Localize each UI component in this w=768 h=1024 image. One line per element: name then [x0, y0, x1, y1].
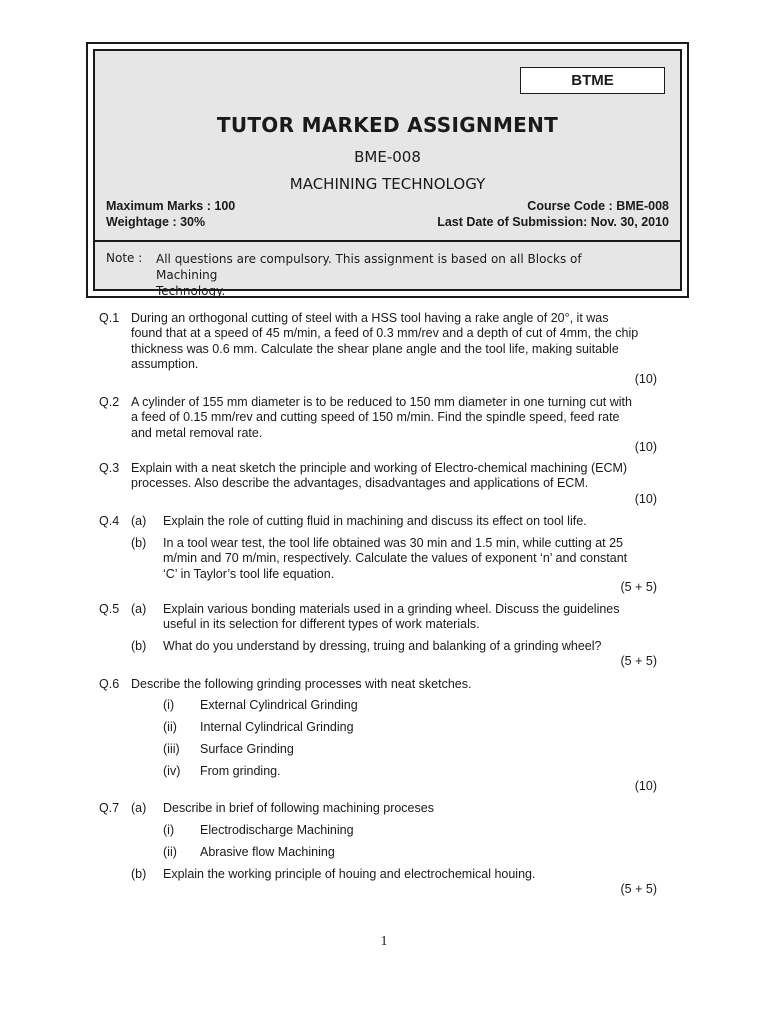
question-number: Q.3 [99, 461, 120, 475]
sub-question-label: (a) [131, 514, 147, 528]
question-line: Explain with a neat sketch the principle and working of Electro-chemical machining (ECM) [131, 461, 628, 475]
question-line: m/min and 70 m/min, respectively. Calculate the values of exponent ‘n’ and constant [163, 551, 628, 566]
sub-question-label: (b) [131, 639, 147, 653]
question-number: Q.2 [99, 395, 120, 409]
question-2-marks: (10) [634, 440, 657, 454]
note-line: Technology. [156, 284, 226, 298]
question-3-text [131, 461, 627, 492]
sub-question-label: (a) [131, 602, 147, 616]
question-7b-text: Explain the working principle of houing and electrochemical houing. [163, 867, 536, 881]
last-date-of-submission: Last Date of Submission: Nov. 30, 2010 [437, 215, 669, 229]
question-5a-text [163, 602, 620, 633]
list-item-label: (ii) [163, 720, 177, 734]
sub-question-label: (a) [131, 801, 147, 815]
question-number: Q.1 [99, 311, 120, 325]
list-item-label: (i) [163, 698, 175, 712]
question-4a-text: Explain the role of cutting fluid in machining and discuss its effect on tool life. [163, 514, 587, 528]
question-line: ‘C’ in Taylor’s tool life equation. [163, 566, 335, 581]
question-1-text [131, 311, 638, 372]
note-line: All questions are compulsory. This assignment is based on all Blocks of Machining [156, 252, 582, 282]
list-item-text: Surface Grinding [200, 742, 294, 756]
question-3-marks: (10) [634, 492, 657, 506]
course-code-label: Course Code : BME-008 [527, 199, 669, 213]
list-item-text: From grinding. [200, 764, 281, 778]
question-2-text [131, 395, 632, 441]
header-divider [95, 240, 680, 242]
sub-question-label: (b) [131, 536, 147, 550]
list-item-label: (ii) [163, 845, 177, 859]
question-4b-text [163, 536, 627, 582]
question-4-marks: (5 + 5) [620, 580, 657, 594]
assignment-title: TUTOR MARKED ASSIGNMENT [216, 113, 559, 137]
list-item-text: Internal Cylindrical Grinding [200, 720, 354, 734]
question-5-marks: (5 + 5) [620, 654, 657, 668]
question-line: thickness was 0.6 mm. Calculate the shear plane angle and the tool life, making suitable [131, 341, 619, 356]
question-line: A cylinder of 155 mm diameter is to be reduced to 150 mm diameter in one turning cut with [131, 395, 632, 409]
question-7a-text: Describe in brief of following machining proceses [163, 801, 434, 815]
course-code-heading: BME-008 [354, 148, 421, 166]
note-text [156, 251, 636, 299]
question-line: During an orthogonal cutting of steel with a HSS tool having a rake angle of 20°, it was [131, 311, 609, 325]
header-panel [93, 49, 682, 298]
question-line: In a tool wear test, the tool life obtained was 30 min and 1.5 min, while cutting at 25 [163, 536, 623, 550]
list-item-text: Abrasive flow Machining [200, 845, 335, 859]
question-line: found that at a speed of 45 m/min, a feed of 0.3 mm/rev and a depth of cut of 4mm, the chip [131, 326, 639, 341]
list-item-label: (iii) [163, 742, 180, 756]
question-line: processes. Also describe the advantages, disadvantages and applications of ECM. [131, 476, 589, 491]
question-6-marks: (10) [634, 779, 657, 793]
assignment-header [86, 42, 689, 298]
maximum-marks: Maximum Marks : 100 [106, 199, 236, 213]
page-number: 1 [380, 934, 388, 949]
question-number: Q.5 [99, 602, 120, 616]
question-number: Q.4 [99, 514, 120, 528]
weightage: Weightage : 30% [106, 215, 206, 229]
course-name-heading: MACHINING TECHNOLOGY [289, 175, 486, 193]
question-line: Explain various bonding materials used in a grinding wheel. Discuss the guidelines [163, 602, 620, 616]
question-1-marks: (10) [634, 372, 657, 386]
note-label: Note : [106, 251, 143, 265]
list-item-text: External Cylindrical Grinding [200, 698, 358, 712]
question-number: Q.6 [99, 677, 120, 691]
question-5b-text: What do you understand by dressing, truing and balanking of a grinding wheel? [163, 639, 602, 653]
programme-code-box: BTME [520, 67, 665, 94]
question-line: assumption. [131, 356, 199, 371]
question-number: Q.7 [99, 801, 120, 815]
sub-question-label: (b) [131, 867, 147, 881]
question-7-marks: (5 + 5) [620, 882, 657, 896]
question-line: useful in its selection for different types of work materials. [163, 617, 480, 632]
list-item-label: (i) [163, 823, 175, 837]
question-line: and metal removal rate. [131, 425, 263, 440]
question-line: a feed of 0.15 mm/rev and cutting speed of 150 m/min. Find the spindle speed, feed rate [131, 410, 620, 425]
list-item-label: (iv) [163, 764, 181, 778]
question-6-text: Describe the following grinding processes with neat sketches. [131, 677, 472, 691]
list-item-text: Electrodischarge Machining [200, 823, 354, 837]
